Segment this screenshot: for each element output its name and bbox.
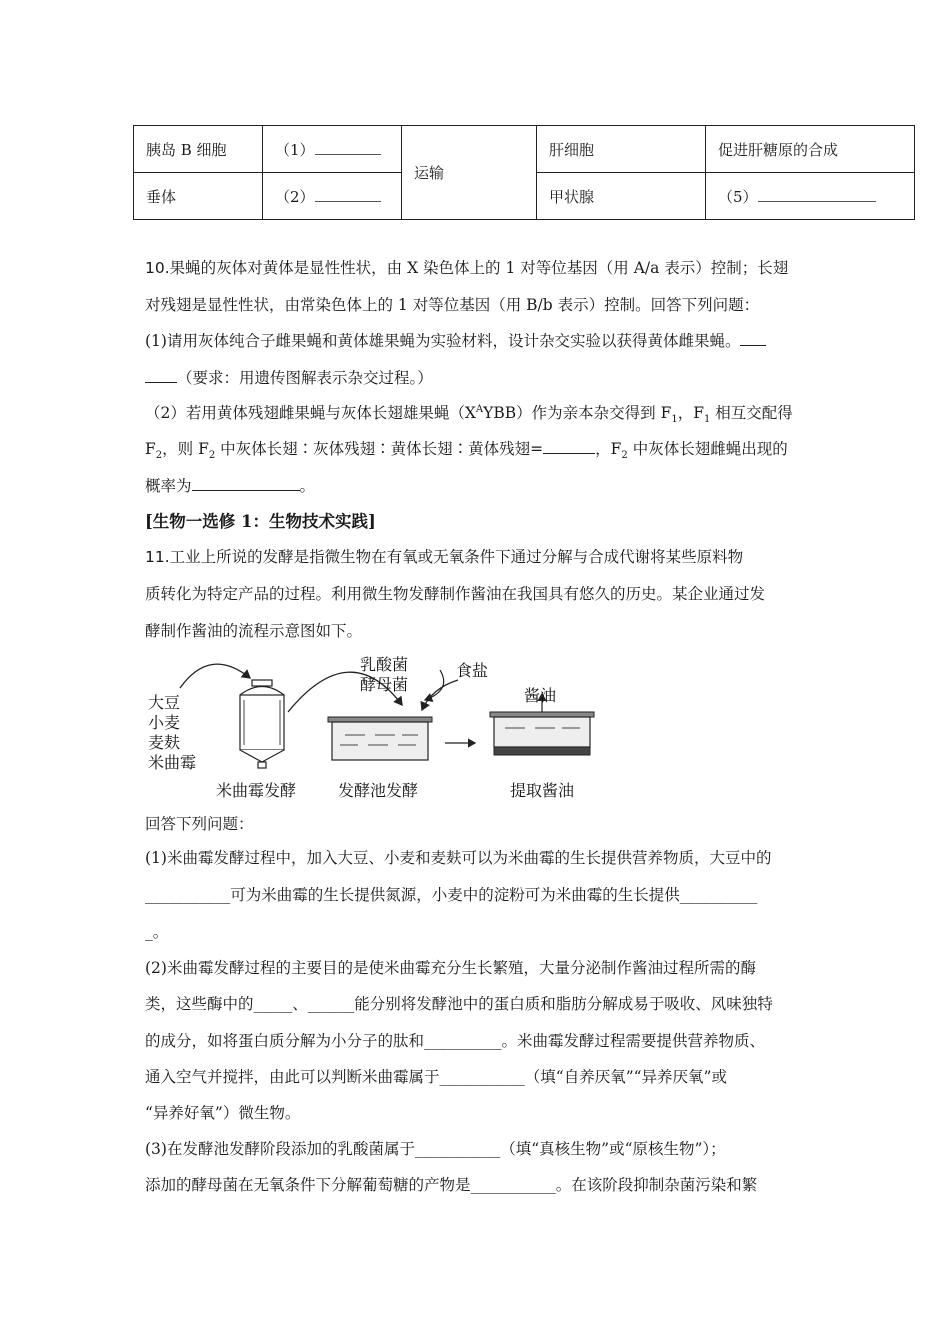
q11-line3: 酵制作酱油的流程示意图如下。 bbox=[145, 622, 363, 640]
q10-part1: (1)请用灰体纯合子雌果蝇和黄体雄果蝇为实验材料，设计杂交实验以获得黄体雌果蝇。 bbox=[145, 330, 815, 352]
table-cell: （2） bbox=[263, 173, 402, 220]
answer-blank[interactable]: ______ bbox=[307, 995, 355, 1013]
answer-blank[interactable]: ___________ bbox=[439, 1068, 525, 1086]
answer-blank[interactable] bbox=[740, 331, 766, 346]
q10-line2: 对残翅是显性性状，由常染色体上的 1 对等位基因（用 B/b 表示）控制。回答下列问题： bbox=[145, 296, 760, 314]
material-bran: 麦麸 bbox=[148, 733, 181, 752]
table-cell: 垂体 bbox=[134, 173, 263, 220]
q11-line2: 质转化为特定产品的过程。利用微生物发酵制作酱油在我国具有悠久的历史。某企业通过发 bbox=[145, 585, 766, 603]
q11-part2-line5: “异养好氧”）微生物。 bbox=[145, 1104, 301, 1122]
stage2-label: 发酵池发酵 bbox=[338, 781, 419, 800]
fermentation-tank-icon bbox=[240, 680, 284, 768]
table-row bbox=[134, 126, 915, 173]
table-cell: （1） bbox=[263, 126, 402, 173]
q11-part1-line3: _。 bbox=[145, 923, 169, 941]
material-soybean: 大豆 bbox=[148, 693, 181, 712]
arrow-salt-icon bbox=[422, 680, 458, 710]
salt-label: 食盐 bbox=[456, 661, 489, 680]
stage3-label: 提取酱油 bbox=[510, 781, 575, 800]
answer-blank[interactable] bbox=[758, 187, 876, 202]
answer-blank[interactable] bbox=[315, 187, 381, 202]
answer-blank[interactable]: ___________ bbox=[470, 1176, 556, 1194]
microbe-lactic: 乳酸菌 bbox=[360, 655, 409, 674]
fermentation-pool-icon bbox=[328, 717, 432, 760]
answer-prompt: 回答下列问题： bbox=[145, 815, 254, 833]
answer-blank[interactable] bbox=[145, 368, 177, 383]
q11-line1: 11.工业上所说的发酵是指微生物在有氧或无氧条件下通过分解与合成代谢将某些原料物 bbox=[145, 548, 744, 566]
q11-part1-line2: ___________可为米曲霉的生长提供氮源，小麦中的淀粉可为米曲霉的生长提供__________ bbox=[145, 886, 758, 904]
answer-blank[interactable]: __________ bbox=[424, 1032, 502, 1050]
answer-blank[interactable] bbox=[543, 439, 595, 454]
answer-blank[interactable]: ___________ bbox=[145, 886, 231, 904]
table-cell: 促进肝糖原的合成 bbox=[706, 126, 915, 173]
section-heading: [生物一选修 1：生物技术实践] bbox=[145, 512, 376, 531]
q10-part2-line2: $F_2$，则 $F_2$ 中灰体长翅∶灰体残翅∶黄体长翅∶黄体残翅= ，$F_2$ 中灰体长翅雌蝇出现的 bbox=[145, 440, 788, 462]
table-cell: 甲状腺 bbox=[537, 173, 706, 220]
table-merged-cell: 运输 bbox=[402, 126, 537, 220]
q11-part2-line3: 的成分，如将蛋白质分解为小分子的肽和__________。米曲霉发酵过程需要提供营养物质、 bbox=[145, 1032, 766, 1050]
answer-blank[interactable]: ___________ bbox=[414, 1140, 501, 1158]
answer-blank[interactable]: _____ bbox=[253, 995, 293, 1013]
q11-part2-line4: 通入空气并搅拌，由此可以判断米曲霉属于___________（填“自养厌氧”“异养厌氧”或 bbox=[145, 1068, 727, 1086]
arrow-microbes-icon bbox=[425, 670, 444, 700]
microbe-yeast: 酵母菌 bbox=[360, 675, 409, 694]
arrow-to-tank-icon bbox=[180, 664, 250, 688]
stage1-label: 米曲霉发酵 bbox=[216, 781, 297, 800]
table-cell: 胰岛 B 细胞 bbox=[134, 126, 263, 173]
soy-sauce-flow-diagram bbox=[140, 650, 620, 800]
table-cell: 肝细胞 bbox=[537, 126, 706, 173]
q10-part1-cont: （要求：用遗传图解表示杂交过程。） bbox=[145, 367, 815, 389]
q10-part2-line3: 概率为 。 bbox=[145, 477, 316, 495]
table-cell: （5） bbox=[706, 173, 915, 220]
q11-part3-line1: (3)在发酵池发酵阶段添加的乳酸菌属于___________（填“真核生物”或“原核生物”）； bbox=[145, 1140, 726, 1158]
q11-part2-line2: 类，这些酶中的_____、______能分别将发酵池中的蛋白质和脂肪分解成易于吸收、风味独特 bbox=[145, 995, 773, 1013]
hormone-table bbox=[133, 125, 915, 220]
product-label: 酱油 bbox=[524, 686, 557, 705]
q10-part2-line1: （2）若用黄体残翅雌果蝇与灰体长翅雄果蝇$(X^AYBB)$作为亲本杂交得到 $F_1$，$F_1$ 相互交配得 bbox=[145, 403, 793, 426]
q11-part3-line2: 添加的酵母菌在无氧条件下分解葡萄糖的产物是___________。在该阶段抑制杂菌污染和繁 bbox=[145, 1176, 758, 1194]
material-aspergillus: 米曲霉 bbox=[148, 753, 197, 772]
answer-blank[interactable] bbox=[315, 140, 381, 155]
material-wheat: 小麦 bbox=[148, 713, 181, 732]
q10-line1: 10.果蝇的灰体对黄体是显性性状，由 X 染色体上的 1 对等位基因（用 A/a 表示）控制；长翅 bbox=[145, 259, 789, 277]
answer-blank[interactable]: __________ bbox=[679, 886, 758, 904]
q11-part1-line1: (1)米曲霉发酵过程中，加入大豆、小麦和麦麸可以为米曲霉的生长提供营养物质，大豆中的 bbox=[145, 849, 772, 867]
answer-blank[interactable] bbox=[192, 476, 300, 491]
q11-part2-line1: (2)米曲霉发酵过程的主要目的是使米曲霉充分生长繁殖，大量分泌制作酱油过程所需的酶 bbox=[145, 959, 756, 977]
